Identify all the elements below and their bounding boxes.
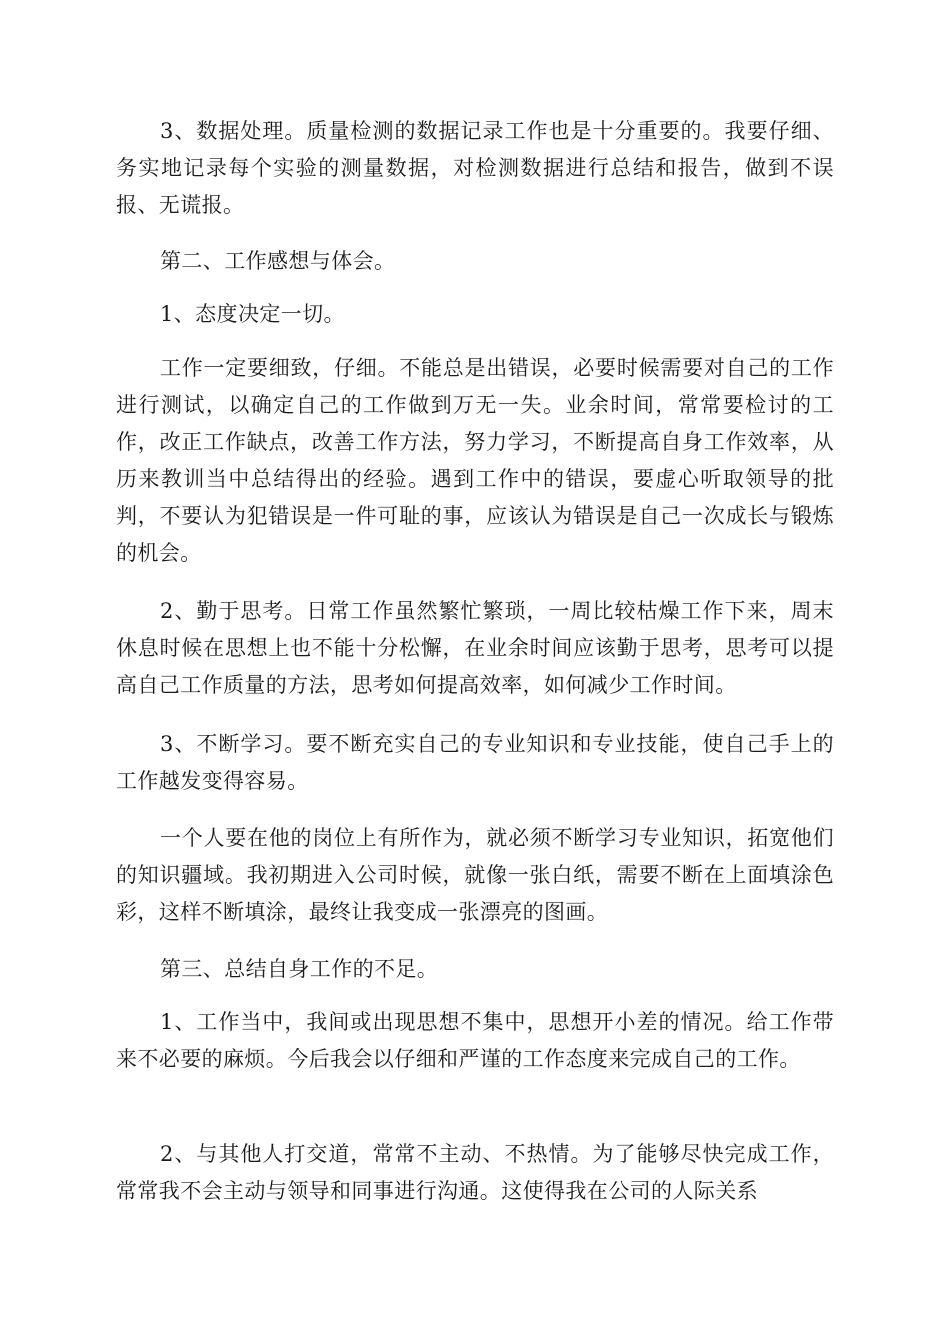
paragraph-keep-learning: 3、不断学习。要不断充实自己的专业知识和专业技能，使自己手上的工作越发变得容易。 (116, 732, 834, 793)
heading-section-two: 第二、工作感想与体会。 (160, 249, 396, 273)
paragraph-shortcoming-communication: 2、与其他人打交道，常常不主动、不热情。为了能够尽快完成工作，常常我不会主动与领导和同事进行沟通。这使得我在公司的人际关系 (116, 1142, 834, 1203)
paragraph-data-processing: 3、数据处理。质量检测的数据记录工作也是十分重要的。我要仔细、务实地记录每个实验的测量数据，对检测数据进行总结和报告，做到不误报、无谎报。 (116, 119, 834, 217)
heading-section-three: 第三、总结自身工作的不足。 (160, 957, 439, 981)
paragraph-shortcoming-focus: 1、工作当中，我间或出现思想不集中，思想开小差的情况。给工作带来不必要的麻烦。今后我会以仔细和严谨的工作态度来完成自己的工作。 (116, 1010, 834, 1071)
paragraph-think-diligently: 2、勤于思考。日常工作虽然繁忙繁琐，一周比较枯燥工作下来，周末休息时候在思想上也不能十分松懈，在业余时间应该勤于思考，思考可以提高自己工作质量的方法，思考如何提高效率，如何减少工作时间。 (116, 599, 834, 697)
paragraph-attitude-heading: 1、态度决定一切。 (160, 302, 345, 326)
paragraph-work-carefully: 工作一定要细致，仔细。不能总是出错误，必要时候需要对自己的工作进行测试，以确定自己的工作做到万无一失。业余时间，常常要检讨的工作，改正工作缺点，改善工作方法，努力学习，不断提高自身工作效率，从历来教训当中总结得出的经验。遇到工作中的错误，要虚心听取领导的批判，不要认为犯错误是一件可耻的事，应该认为错误是自己一次成长与锻炼的机会。 (116, 356, 834, 565)
paragraph-personal-growth: 一个人要在他的岗位上有所作为，就必须不断学习专业知识，拓宽他们的知识疆域。我初期进入公司时候，就像一张白纸，需要不断在上面填涂色彩，这样不断填涂，最终让我变成一张漂亮的图画。 (116, 826, 834, 924)
